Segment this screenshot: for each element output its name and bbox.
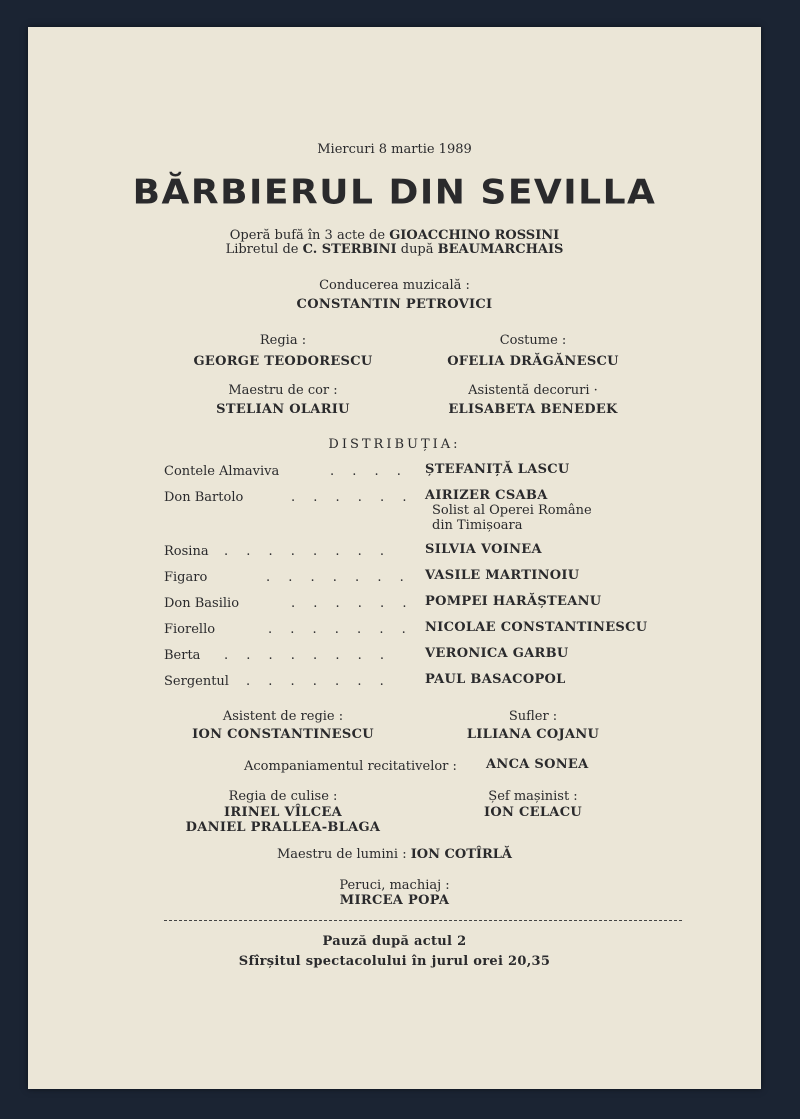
cast-dots: . . . . . . . xyxy=(268,622,413,637)
cast-role: Berta xyxy=(164,648,201,663)
performance-date: Miercuri 8 martie 1989 xyxy=(317,142,472,157)
cast-role: Don Bartolo xyxy=(164,490,244,505)
libretto-mid: după xyxy=(396,242,438,257)
recitative-name: ANCA SONEA xyxy=(486,757,589,772)
stage-manager-label: Regia de culise : xyxy=(228,789,338,804)
makeup-label: Peruci, machiaj : xyxy=(339,878,450,893)
opera-title: BĂRBIERUL DIN SEVILLA xyxy=(132,173,657,212)
cast-name: PAUL BASACOPOL xyxy=(425,672,566,687)
prompter-name: LILIANA COJANU xyxy=(466,727,600,742)
cast-dots: . . . . xyxy=(330,464,408,479)
program-sheet xyxy=(28,27,761,1089)
subtitle-line-1 xyxy=(28,228,761,243)
chief-machinist-label: Șef mașinist : xyxy=(488,789,578,804)
recitative-label: Acompaniamentul recitativelor : xyxy=(244,759,457,774)
composer-name: GIOACCHINO ROSSINI xyxy=(389,228,560,243)
cast-dots: . . . . . . . xyxy=(266,570,411,585)
costumes-name: OFELIA DRĂGĂNESCU xyxy=(447,354,619,369)
cast-dots: . . . . . . . . xyxy=(224,648,391,663)
prompter-label: Sufler : xyxy=(508,709,558,724)
cast-role: Rosina xyxy=(164,544,209,559)
subtitle-line-2 xyxy=(28,242,761,257)
cast-dots: . . . . . . . . xyxy=(224,544,391,559)
set-assistant-name: ELISABETA BENEDEK xyxy=(448,402,618,417)
chorus-master-label: Maestru de cor : xyxy=(228,383,338,398)
cast-name: VERONICA GARBU xyxy=(425,646,569,661)
chief-machinist-name: ION CELACU xyxy=(484,805,582,820)
lighting-name: ION COTÎRLĂ xyxy=(410,847,512,862)
cast-name: ȘTEFANIȚĂ LASCU xyxy=(425,462,570,477)
cast-note: din Timișoara xyxy=(432,518,523,533)
asst-director-name: ION CONSTANTINESCU xyxy=(192,727,374,742)
cast-role: Don Basilio xyxy=(164,596,240,611)
end-time-note: Sfîrșitul spectacolului în jurul orei 20,35 xyxy=(238,954,551,969)
source-author: BEAUMARCHAIS xyxy=(437,242,564,257)
stage-manager-name-1: IRINEL VÎLCEA xyxy=(224,805,342,820)
cast-name: POMPEI HARĂȘTEANU xyxy=(425,594,602,609)
cast-role: Figaro xyxy=(164,570,208,585)
cast-name: AIRIZER CSABA xyxy=(425,488,548,503)
cast-role: Contele Almaviva xyxy=(164,464,280,479)
cast-name: VASILE MARTINOIU xyxy=(425,568,580,583)
musical-direction-label: Conducerea muzicală : xyxy=(319,278,470,293)
librettist-name: C. STERBINI xyxy=(302,242,397,257)
dashed-divider xyxy=(164,920,682,921)
cast-name: NICOLAE CONSTANTINESCU xyxy=(425,620,648,635)
cast-name: SILVIA VOINEA xyxy=(425,542,542,557)
libretto-prefix: Libretul de xyxy=(225,242,303,257)
asst-director-label: Asistent de regie : xyxy=(222,709,344,724)
lighting-line xyxy=(28,847,761,862)
cast-dots: . . . . . . . xyxy=(246,674,391,689)
director-name: GEORGE TEODORESCU xyxy=(193,354,373,369)
director-label: Regia : xyxy=(259,333,307,348)
cast-dots: . . . . . . xyxy=(291,596,414,611)
cast-role: Sergentul xyxy=(164,674,229,689)
cast-role: Fiorello xyxy=(164,622,216,637)
intermission-note: Pauză după actul 2 xyxy=(322,934,467,949)
costumes-label: Costume : xyxy=(499,333,567,348)
chorus-master-name: STELIAN OLARIU xyxy=(216,402,350,417)
subtitle-prefix: Operă bufă în 3 acte de xyxy=(229,228,390,243)
stage-manager-name-2: DANIEL PRALLEA-BLAGA xyxy=(185,820,381,835)
lighting-label: Maestru de lumini : xyxy=(277,847,407,862)
set-assistant-label: Asistentă decoruri · xyxy=(468,383,598,398)
makeup-name: MIRCEA POPA xyxy=(339,893,450,908)
cast-note: Solist al Operei Române xyxy=(432,503,592,518)
musical-director-name: CONSTANTIN PETROVICI xyxy=(296,297,493,312)
cast-dots: . . . . . . xyxy=(291,490,414,505)
cast-heading: DISTRIBUȚIA: xyxy=(328,437,461,452)
